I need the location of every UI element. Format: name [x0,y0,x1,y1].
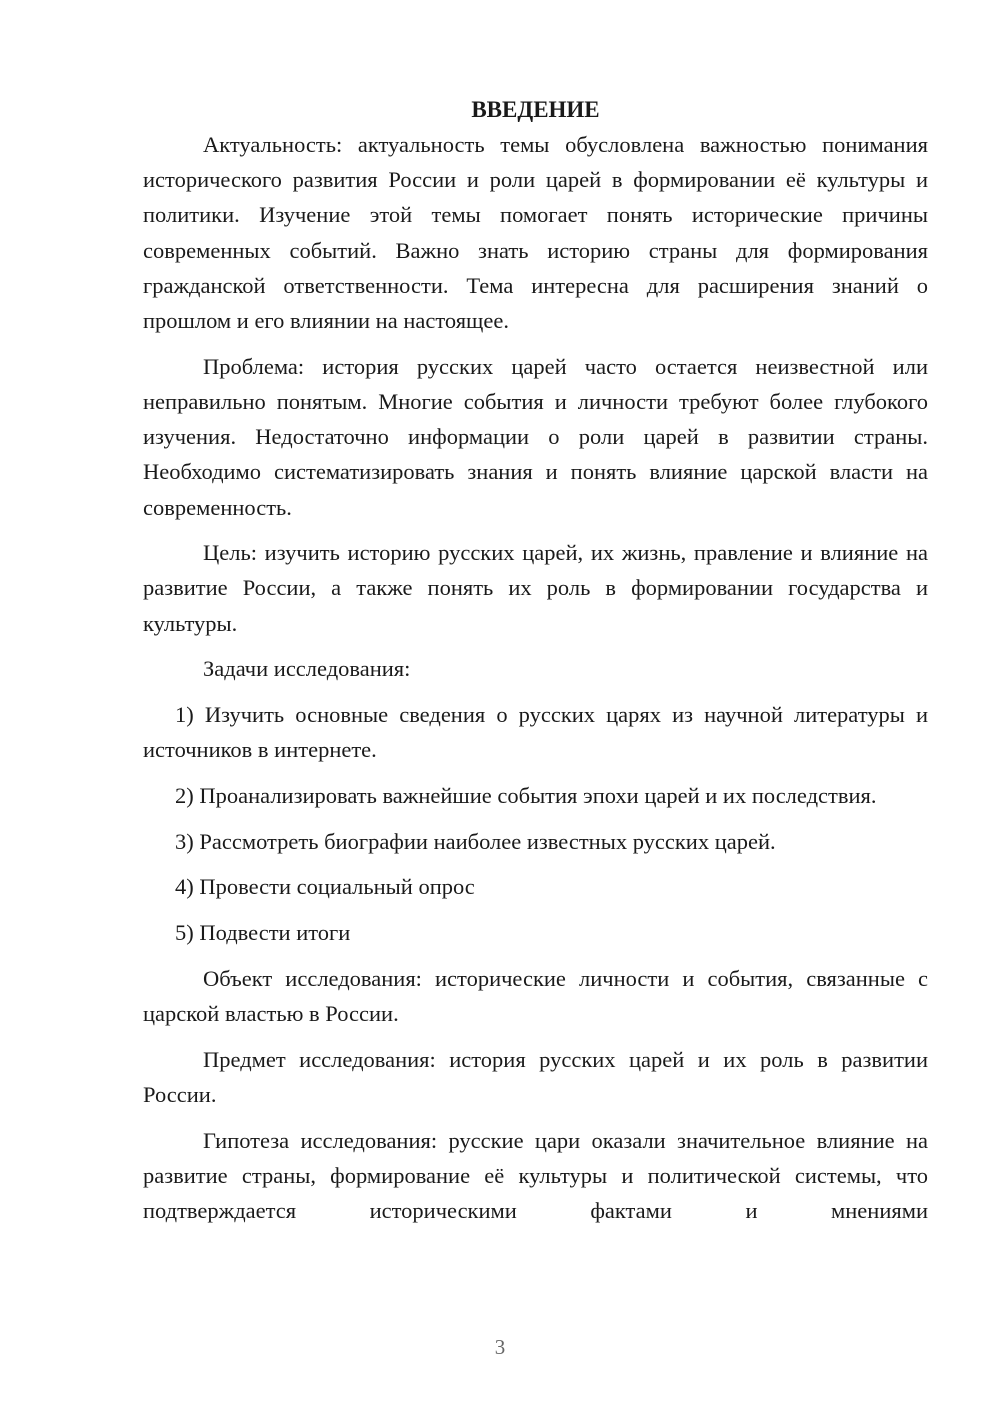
relevance-paragraph: Актуальность: актуальность темы обусловлена важностью понимания исторического развития России и роли царей в формировании её культуры и политики. Изучение этой темы помогает понять исторические причины современных событий. Важно знать историю страны для формирования гражданской ответственности. Тема интересна для расширения знаний о прошлом и его влиянии на настоящее. [143,132,928,334]
object-paragraph: Объект исследования: исторические личности и события, связанные с царской властью в России. [143,965,928,1026]
hypothesis-paragraph: Гипотеза исследования: русские цари оказали значительное влияние на развитие страны, формирование её культуры и политической системы, что подтверждается историческими фактами и мнениями [143,1127,928,1223]
problem-paragraph: Проблема: история русских царей часто остается неизвестной или неправильно понятым. Многие события и личности требуют более глубокого изучения. Недостаточно информации о роли царей в развитии страны. Необходимо систематизировать знания и понять влияние царской власти на современность. [143,353,928,520]
goal-paragraph: Цель: изучить историю русских царей, их жизнь, правление и влияние на развитие России, а также понять их роль в формировании государства и культуры. [143,540,928,636]
task-item-1: 1) Изучить основные сведения о русских царях из научной литературы и источников в интернете. [143,702,928,763]
subject-paragraph: Предмет исследования: история русских царей и их роль в развитии России. [143,1046,928,1107]
page-number: 3 [494,1335,506,1359]
section-heading: ВВЕДЕНИЕ [471,97,600,122]
task-item-2: 2) Проанализировать важнейшие события эпохи царей и их последствия. [175,782,877,808]
task-item-4: 4) Провести социальный опрос [175,874,475,900]
tasks-title: Задачи исследования: [203,656,411,682]
task-item-3: 3) Рассмотреть биографии наиболее известных русских царей. [175,828,776,854]
document-page [143,92,928,1228]
task-item-5: 5) Подвести итоги [175,920,351,946]
